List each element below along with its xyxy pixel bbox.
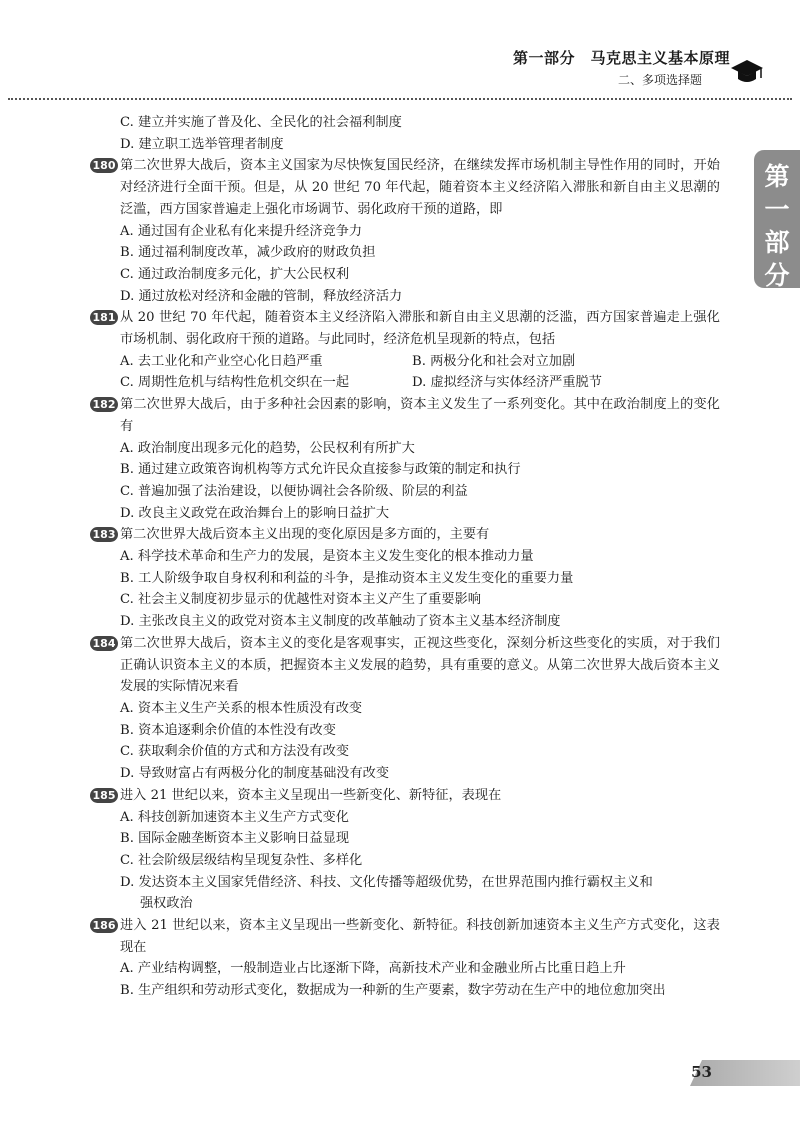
header-subtitle: 二、多项选择题 (617, 73, 702, 87)
question-number-badge: 180 (90, 158, 118, 173)
option: B. 通过建立政策咨询机构等方式允许民众直接参与政策的制定和执行 (120, 462, 521, 478)
option: C. 通过政治制度多元化，扩大公民权利 (120, 266, 350, 282)
option: B. 生产组织和劳动形式变化，数据成为一种新的生产要素，数字劳动在生产中的地位愈加突出 (120, 983, 666, 999)
option: A. 政治制度出现多元化的趋势，公民权利有所扩大 (120, 440, 415, 456)
option: B. 两极分化和社会对立加剧 (412, 353, 576, 369)
header-divider (8, 98, 792, 100)
option: D. 虚拟经济与实体经济严重脱节 (412, 375, 602, 391)
section-side-tab (754, 150, 800, 288)
question-number-badge: 185 (90, 788, 118, 803)
option: A. 去工业化和产业空心化日趋严重 (120, 353, 323, 369)
question-184 (90, 633, 720, 698)
question-stem: 第二次世界大战后资本主义出现的变化原因是多方面的，主要有 (120, 527, 490, 543)
question-number-badge: 184 (90, 636, 118, 651)
question-number-badge: 183 (90, 527, 118, 542)
question-180 (90, 155, 720, 220)
option: A. 资本主义生产关系的根本性质没有改变 (120, 700, 363, 716)
option: D. 主张改良主义的政党对资本主义制度的改革触动了资本主义基本经济制度 (120, 614, 561, 630)
option: B. 工人阶级争取自身权利和利益的斗争，是推动资本主义发生变化的重要力量 (120, 570, 574, 586)
option: A. 科技创新加速资本主义生产方式变化 (120, 809, 349, 825)
option: A. 通过国有企业私有化来提升经济竞争力 (120, 223, 363, 239)
option: B. 资本追逐剩余价值的本性没有改变 (120, 722, 336, 738)
question-181 (90, 307, 720, 350)
question-number-badge: 182 (90, 397, 118, 412)
option: C. 建立并实施了普及化、全民化的社会福利制度 (120, 115, 402, 130)
question-stem: 进入 21 世纪以来，资本主义呈现出一些新变化、新特征。科技创新加速资本主义生产方式变化，这表现在 (120, 918, 720, 955)
option: D. 导致财富占有两极分化的制度基础没有改变 (120, 766, 390, 782)
option: A. 产业结构调整，一般制造业占比逐渐下降，高新技术产业和金融业所占比重日趋上升 (120, 961, 626, 977)
question-stem: 进入 21 世纪以来，资本主义呈现出一些新变化、新特征，表现在 (120, 787, 502, 803)
header-title: 第一部分 马克思主义基本原理 (512, 49, 730, 67)
question-stem: 第二次世界大战后，资本主义国家为尽快恢复国民经济，在继续发挥市场机制主导性作用的同时，开始对经济进行全面干预。但是，从 20 世纪 70 年代起，随着资本主义经济陷入滞胀和新自由主义思潮的泛滥，西方国家普遍走上强化市场调节、弱化政府干预的道路，即 (120, 158, 720, 217)
option: D. 改良主义政党在政治舞台上的影响日益扩大 (120, 505, 390, 521)
option: C. 普遍加强了法治建设，以便协调社会各阶级、阶层的利益 (120, 483, 468, 499)
question-number-badge: 186 (90, 918, 118, 933)
option: B. 国际金融垄断资本主义影响日益显现 (120, 831, 350, 847)
question-185 (90, 785, 720, 807)
option: D. 通过放松对经济和金融的管制，释放经济活力 (120, 288, 403, 304)
side-tab-label: 第一部分 (764, 162, 790, 290)
page-number: 53 (691, 1063, 712, 1081)
option: C. 社会主义制度初步显示的优越性对资本主义产生了重要影响 (120, 592, 481, 608)
question-stem: 第二次世界大战后，由于多种社会因素的影响，资本主义发生了一系列变化。其中在政治制度上的变化有 (120, 397, 720, 434)
question-182 (90, 394, 720, 437)
option: B. 通过福利制度改革，减少政府的财政负担 (120, 245, 376, 261)
question-stem: 从 20 世纪 70 年代起，随着资本主义经济陷入滞胀和新自由主义思潮的泛滥，西方国家普遍走上强化市场机制、弱化政府干预的道路。与此同时，经济危机呈现新的特点，包括 (120, 310, 720, 348)
question-stem: 第二次世界大战后，资本主义的变化是客观事实，正视这些变化，深刻分析这些变化的实质，对于我们正确认识资本主义的本质，把握资本主义发展的趋势，具有重要的意义。从第二次世界大战后资本主义发展的实际情况来看 (120, 635, 720, 695)
question-list (90, 112, 720, 1002)
option: A. 科学技术革命和生产力的发展，是资本主义发生变化的根本推动力量 (120, 549, 534, 565)
page-header (513, 47, 730, 88)
option: C. 周期性危机与结构性危机交织在一起 (120, 375, 350, 391)
question-number-badge: 181 (90, 310, 118, 325)
option: C. 社会阶级层级结构呈现复杂性、多样化 (120, 852, 363, 868)
option-row (90, 372, 720, 394)
option-row (90, 351, 720, 373)
option: D. 发达资本主义国家凭借经济、科技、文化传播等超级优势，在世界范围内推行霸权主义和 (120, 874, 653, 890)
question-186 (90, 915, 720, 958)
graduation-cap-icon (730, 58, 764, 88)
option-continuation: 强权政治 (140, 896, 193, 912)
question-183 (90, 524, 720, 546)
option: D. 建立职工选举管理者制度 (120, 136, 284, 152)
option: C. 获取剩余价值的方式和方法没有改变 (120, 744, 350, 760)
